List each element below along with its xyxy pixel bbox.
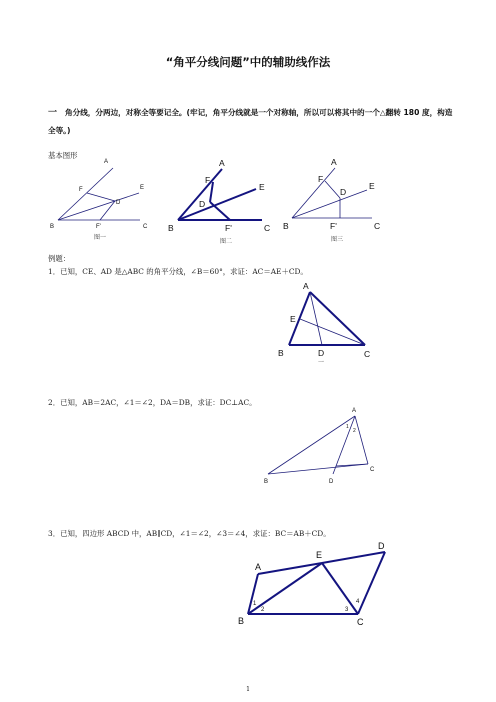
p2-label-c: C: [370, 467, 375, 473]
fig3-label-e: E: [369, 181, 375, 191]
problem-3-text: 3．已知，四边形 ABCD 中，AB∥CD，∠1＝∠2，∠3＝∠4，求证：BC＝AB＋CD。: [48, 529, 331, 538]
p2-line-ac: [355, 416, 368, 464]
p2-label-2: 2: [353, 428, 356, 434]
p2-label-d: D: [329, 479, 334, 485]
fig3-line-fd: [325, 181, 340, 198]
p1-label-b: B: [278, 348, 284, 358]
p3-label-3: 3: [345, 607, 349, 613]
fig3-label-a: A: [331, 157, 337, 167]
p3-label-2: 2: [261, 607, 265, 613]
p1-label-d: D: [318, 348, 325, 358]
fig1-label-f: F: [79, 187, 83, 193]
fig1-label-c: C: [143, 224, 148, 230]
fig2-line-be: [178, 189, 256, 220]
p1-line-ce: [300, 319, 365, 345]
p2-label-a: A: [352, 408, 357, 414]
p1-label-e: E: [290, 314, 296, 324]
figure-3: [283, 157, 380, 243]
p3-line-cd: [358, 552, 385, 614]
p2-line-bc: [268, 464, 368, 474]
fig2-label-f-prime: F': [225, 223, 232, 233]
examples-label: 例题：: [48, 254, 71, 263]
problem-2-text: 2．已知，AB＝2AC，∠1＝∠2，DA＝DB，求证：DC⊥AC。: [48, 398, 257, 407]
fig2-line-df: [210, 202, 230, 220]
fig1-label-b: B: [50, 224, 55, 230]
p3-line-ce: [322, 563, 358, 614]
fig3-label-f: F: [318, 174, 324, 184]
p3-label-4: 4: [356, 599, 360, 605]
fig1-label-f-prime: F': [96, 224, 101, 230]
p3-label-a: A: [255, 562, 262, 572]
figure-1: [50, 159, 148, 241]
problem3-figure: [238, 541, 385, 627]
fig3-label-b: B: [283, 221, 289, 231]
page-title: “角平分线问题”中的辅助线作法: [165, 55, 331, 69]
fig1-caption: 图一: [94, 234, 107, 241]
p1-line-ad: [310, 292, 322, 345]
p1-line-ac: [310, 292, 365, 345]
fig2-line-fd: [210, 182, 213, 202]
fig3-label-f-prime: F': [330, 221, 337, 231]
fig2-label-f: F: [205, 175, 211, 185]
p1-label-c: C: [364, 349, 371, 359]
fig1-line-be: [58, 193, 139, 220]
p3-label-c: C: [357, 617, 364, 627]
fig3-label-c: C: [374, 221, 381, 231]
fig2-label-d: D: [199, 199, 206, 209]
fig2-label-a: A: [219, 158, 225, 168]
p1-label-a: A: [303, 281, 309, 291]
problem2-figure: [264, 408, 375, 485]
p3-line-ed: [322, 552, 385, 563]
fig3-label-d: D: [340, 187, 347, 197]
section-number: 一: [48, 108, 58, 118]
fig3-line-be: [292, 190, 367, 218]
fig2-label-c: C: [264, 223, 271, 233]
fig2-caption: 图二: [220, 238, 233, 245]
fig1-label-a: A: [104, 159, 109, 165]
section-text: 角分线，分两边，对称全等要记全。(牢记，角平分线就是一个对称轴，所以可以将其中的一个△翻转 180 度，构造全等。): [48, 108, 453, 135]
fig3-line-ba: [292, 168, 335, 218]
figure-2: [168, 158, 270, 245]
problem1-figure: [278, 281, 370, 366]
p3-label-1: 1: [253, 601, 257, 607]
fig2-line-ba: [178, 169, 222, 220]
p2-label-b: B: [264, 479, 269, 485]
fig1-line-fd: [87, 193, 115, 201]
p2-label-1: 1: [346, 424, 349, 430]
fig1-label-d: D: [116, 200, 121, 206]
p3-label-b: B: [238, 616, 245, 626]
problem-1-text: 1．已知，CE、AD 是△ABC 的角平分线，∠B＝60°，求证：AC＝AE＋CD。: [48, 267, 308, 276]
p3-label-d: D: [378, 541, 385, 551]
p3-label-e: E: [316, 550, 323, 560]
p1-caption: 一: [318, 359, 325, 366]
fig3-caption: 图三: [331, 236, 344, 243]
basic-figure-label: 基本图形: [48, 151, 78, 160]
fig1-label-e: E: [140, 185, 145, 191]
fig1-line-ba: [58, 168, 113, 220]
fig2-label-b: B: [168, 223, 174, 233]
page-number: 1: [246, 686, 250, 693]
fig2-label-e: E: [259, 182, 265, 192]
